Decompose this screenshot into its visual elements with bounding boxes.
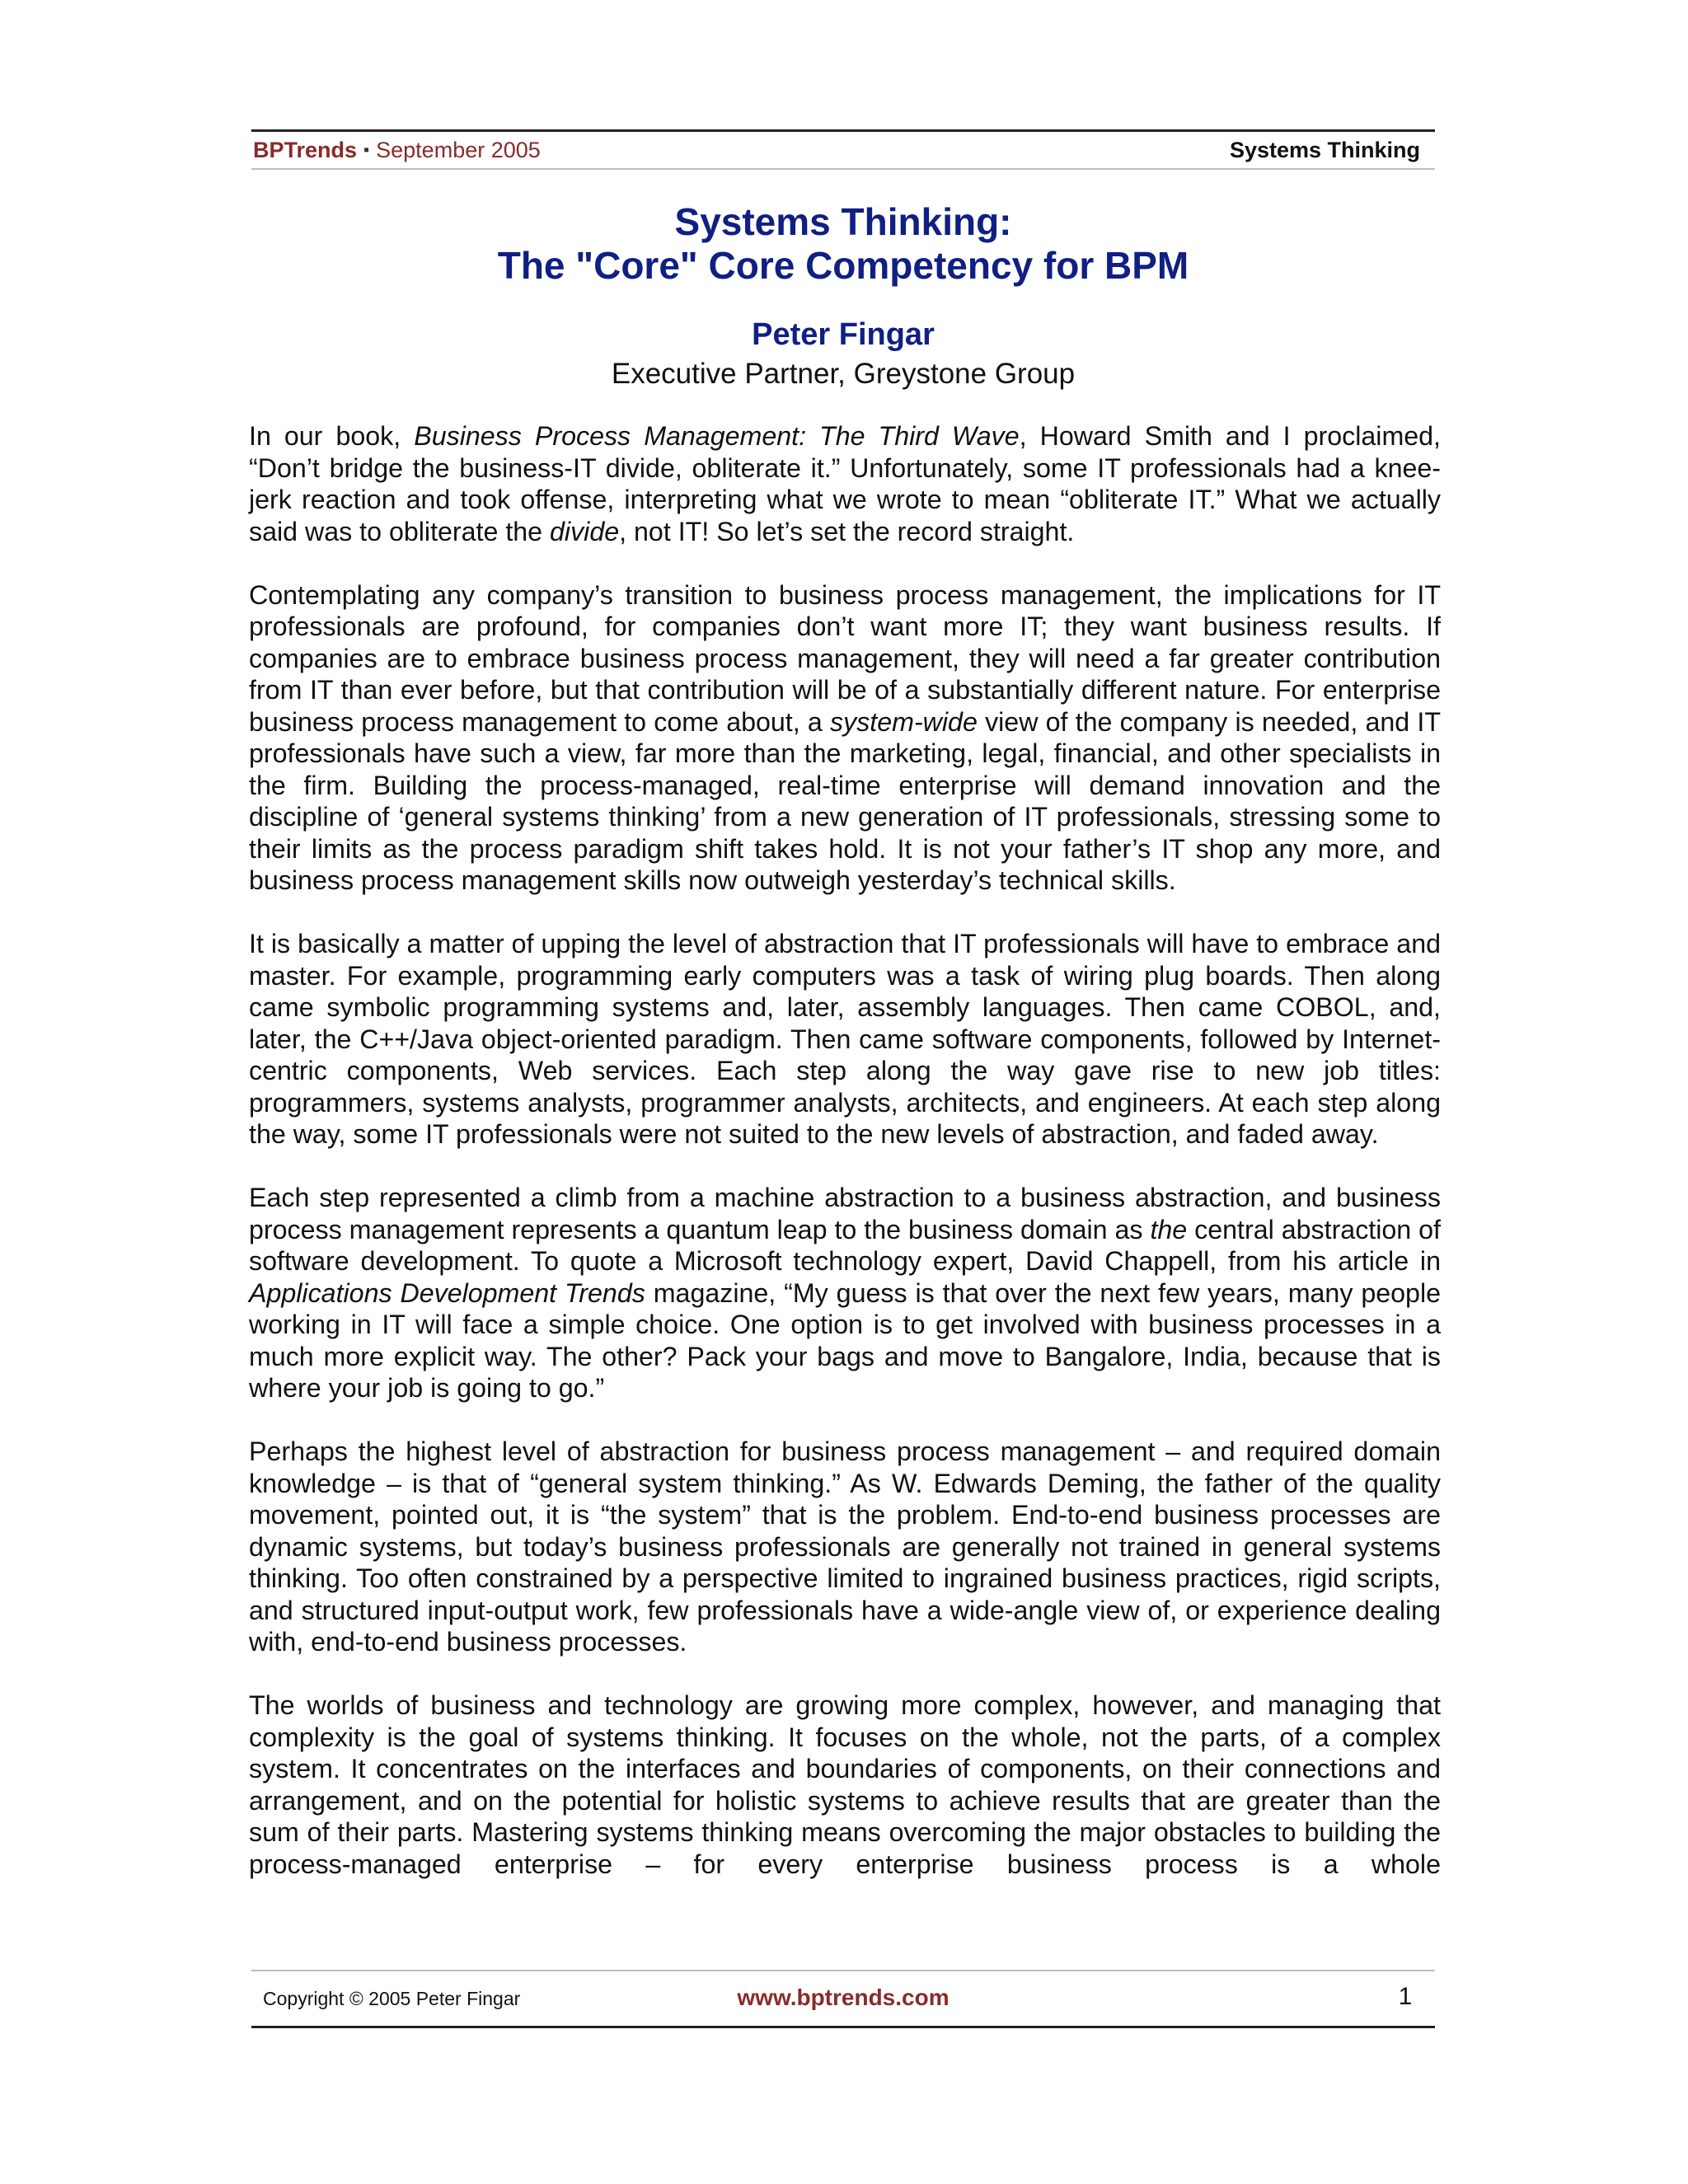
header-separator-icon: ▪: [363, 141, 370, 159]
header-publication: [253, 138, 541, 163]
emphasis: the: [1150, 1214, 1188, 1244]
page-number: 1: [1398, 1983, 1413, 2010]
paragraph-5: Perhaps the highest level of abstraction for business process management – and required domain knowledge – is that of “general system thinking.” As W. Edwards Deming, the father of the quality movement, pointed out, it is “the system” that is the problem. End-to-end business processes are dynamic systems, but today’s business professionals are generally not trained in general systems thinking. Too often constrained by a perspective limited to ingrained business practices, rigid scripts, and structured input-output work, few professionals have a wide-angle view of, or experience dealing with, end-to-end business processes.: [249, 1436, 1441, 1657]
author-affiliation: Executive Partner, Greystone Group: [611, 358, 1076, 390]
running-header: [251, 129, 1435, 170]
paragraph-3: It is basically a matter of upping the level of abstraction that IT professionals will have to embrace and master. For example, programming early computers was a task of wiring plug boards. Then along came symbolic programming systems and, later, assembly languages. Then came COBOL, and, later, the C++/Java object-oriented paradigm. Then came software components, followed by Internet-centric components, Web services. Each step along the way gave rise to new job titles: programmers, systems analysts, programmer analysts, architects, and engineers. At each step along the way, some IT professionals were not suited to the new levels of abstraction, and faded away.: [249, 929, 1441, 1149]
text-run: Each step represented a climb from a machine abstraction to a business abstraction, and business process management represents a quantum leap to the business domain as: [249, 1183, 1441, 1244]
header-date: September 2005: [376, 138, 541, 162]
header-brand: BPTrends: [253, 138, 358, 162]
footer-website-link[interactable]: www.bptrends.com: [737, 1985, 950, 2010]
text-run: Contemplating any company’s transition to business process management, the implications for IT professionals are profound, for companies don’t want more IT; they want business results. If companies are to embrace business process management, they will need a far greater contribution from IT than ever before, but that contribution will be of a substantially different nature. For enterprise business process management to come about, a: [249, 579, 1441, 737]
paragraph-2: [249, 579, 1441, 897]
article-author: Peter Fingar: [752, 317, 935, 352]
paragraph-4: [249, 1182, 1441, 1404]
emphasis: system-wide: [830, 706, 978, 737]
magazine-title: Applications Development Trends: [249, 1277, 645, 1308]
paragraph-1: [249, 420, 1441, 547]
text-run: view of the company is needed, and IT professionals have such a view, far more than the marketing, legal, financial, and other specialists in the firm. Building the process-managed, real-time enterprise will demand innovation and the discipline of ‘general systems thinking’ from a new generation of IT professionals, stressing some to their limits as the process paradigm shift takes hold. It is not your father’s IT shop any more, and business process management skills now outweigh yesterday’s technical skills.: [249, 706, 1441, 895]
footer-rule-top: [251, 1970, 1435, 1971]
text-run: , not IT! So let’s set the record straight.: [619, 516, 1075, 546]
text-run: central abstraction of software development. To quote a Microsoft technology expert, David Chappell, from his article in: [249, 1214, 1441, 1276]
text-run: magazine, “My guess is that over the next few years, many people working in IT will face a simple choice. One option is to get involved with business processes in a much more explicit way. The other? Pack your bags and move to Bangalore, India, because that is where your job is going to go.”: [249, 1277, 1441, 1403]
book-title: Business Process Management: The Third Wave: [414, 421, 1020, 451]
emphasis: divide: [550, 516, 620, 546]
article-body: [249, 420, 1441, 1880]
header-section: Systems Thinking: [1229, 138, 1420, 162]
text-run: In our book,: [249, 421, 415, 451]
paragraph-6: The worlds of business and technology are growing more complex, however, and managing that complexity is the goal of systems thinking. It focuses on the whole, not the parts, of a complex system. It concentrates on the interfaces and boundaries of components, on their connections and arrangement, and on the potential for holistic systems to achieve results that are greater than the sum of their parts. Mastering systems thinking means overcoming the major obstacles to building the process-managed enterprise – for every enterprise business process is a whole: [249, 1690, 1441, 1879]
footer-copyright: Copyright © 2005 Peter Fingar: [263, 1988, 521, 2009]
text-run: , Howard Smith and I proclaimed, “Don’t bridge the business-IT divide, obliterate it.” Unfortunately, some IT professionals had a knee-jerk reaction and took offense, interpreting what we wrote to mean “obliterate IT.” What we actually said was to obliterate the: [249, 421, 1441, 546]
article-title-line-1: Systems Thinking:: [674, 200, 1012, 243]
article-title-line-2: The "Core" Core Competency for BPM: [497, 244, 1189, 287]
footer-rule-bottom: [251, 2026, 1435, 2028]
